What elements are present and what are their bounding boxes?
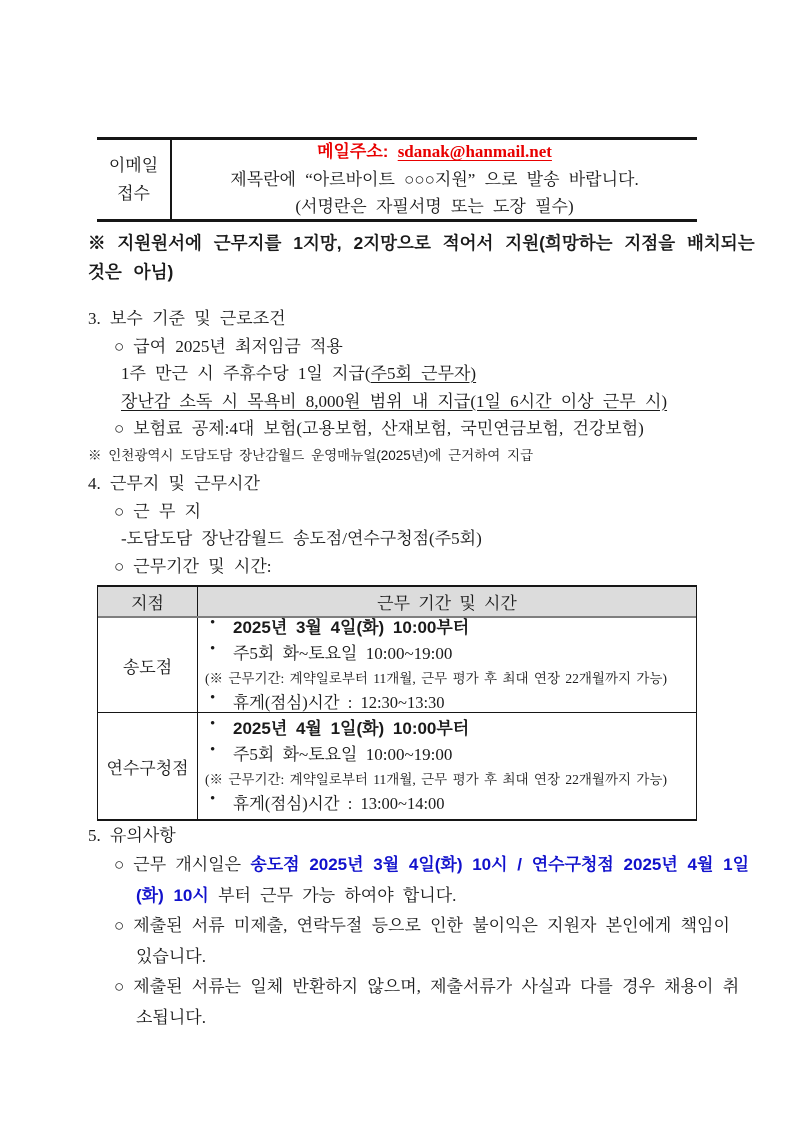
break-time-text: 휴게(점심)시간 : 13:00~14:00: [233, 793, 445, 813]
weekly-allowance-underlined: 주5회 근무자): [370, 364, 477, 383]
applicant-notice-line2: 것은 아님): [88, 262, 174, 282]
circle-bullet-icon: ○: [114, 556, 125, 576]
circle-bullet-icon: ○: [114, 501, 125, 521]
weekly-hours-text: 주5회 화~토요일 10:00~19:00: [233, 643, 453, 663]
signature-note-line: (서명란은 자필서명 또는 도장 필수): [295, 197, 574, 217]
section4-item-schedule: [88, 553, 728, 581]
header-branch-cell: [98, 587, 198, 616]
section3-item-insurance-text: 보험료 공제:4대 보험(고용보험, 산재보험, 국민연금보험, 건강보험): [133, 419, 644, 438]
weekly-hours-text: 주5회 화~토요일 10:00~19:00: [233, 744, 453, 764]
work-schedule-table: [97, 585, 697, 821]
section4-workplace-detail: -도담도담 장난감월드 송도점/연수구청점(주5회): [121, 529, 482, 548]
header-schedule-label: 근무 기간 및 시간: [377, 594, 517, 613]
circle-bullet-icon: ○: [114, 419, 125, 438]
header-branch-label: 지점: [131, 594, 164, 613]
dot-bullet-icon: •: [210, 741, 216, 758]
circle-bullet-icon: ○: [114, 855, 125, 874]
weekly-hours-line: [198, 742, 696, 768]
start-date-text: 2025년 3월 4일(화) 10:00부터: [233, 617, 470, 637]
section3-item-salary: [88, 333, 728, 361]
section-workplace: [88, 470, 728, 580]
dot-bullet-icon: •: [210, 715, 216, 732]
branch-name: 연수구청점: [106, 758, 189, 778]
section4-item-workplace-text: 근 무 지: [133, 501, 202, 521]
dot-bullet-icon: •: [210, 689, 216, 706]
dot-bullet-icon: •: [210, 614, 216, 631]
email-table-row-label: [97, 140, 172, 219]
break-time-line: [198, 791, 696, 817]
branch-name: 송도점: [122, 657, 173, 677]
contract-period-note: (※ 근무기간: 계약일로부터 11개월, 근무 평가 후 최대 연장 22개월까지 가능): [205, 670, 667, 686]
dot-bullet-icon: •: [210, 790, 216, 807]
start-date-highlight-line1: 송도점 2025년 3월 4일(화) 10시 / 연수구청점 2025년 4월 1일: [250, 855, 749, 874]
branch-cell: [98, 618, 198, 712]
start-date-suffix: 부터 근무 가능 하여야 합니다.: [208, 885, 457, 905]
applicant-notice: [88, 229, 755, 287]
start-date-prefix: 근무 개시일은: [133, 855, 251, 874]
circle-bullet-icon: ○: [114, 977, 125, 996]
no-return-line1: 제출된 서류는 일체 반환하지 않으며, 제출서류가 사실과 다를 경우 채용이 취: [133, 977, 740, 996]
section4-title: 4. 근무지 및 근무시간: [88, 474, 260, 493]
break-time-text: 휴게(점심)시간 : 12:30~13:30: [233, 692, 445, 712]
start-date-highlight-line2: (화) 10시: [136, 885, 209, 905]
table-row-songdo: [98, 614, 696, 713]
schedule-cell: [198, 614, 696, 712]
break-time-line: [198, 690, 696, 716]
section4-item-schedule-text: 근무기간 및 시간:: [133, 556, 272, 576]
email-table-body: [172, 140, 697, 219]
section5-title: 5. 유의사항: [88, 826, 176, 845]
branch-cell: [98, 713, 198, 819]
work-table-header: [98, 587, 696, 618]
section5-item-no-return: [88, 972, 740, 1003]
section3-sub-weekly-allowance: [88, 360, 728, 388]
start-date-line: [198, 615, 696, 641]
section3-sub-bath-fee: [88, 388, 728, 416]
email-label-line1: 이메일: [108, 155, 159, 175]
section5-item-responsibility: [88, 911, 728, 942]
responsibility-line1: 제출된 서류 미제출, 연락두절 등으로 인한 불이익은 지원자 본인에게 책임이: [133, 916, 730, 935]
section3-title: 3. 보수 기준 및 근로조건: [88, 309, 286, 328]
section3-footnote: ※ 인천광역시 도담도담 장난감월드 운영매뉴얼(2025년)에 근거하여 지급: [88, 447, 534, 463]
section-notes: [88, 822, 749, 1033]
contract-period-note: (※ 근무기간: 계약일로부터 11개월, 근무 평가 후 최대 연장 22개월까지 가능): [205, 771, 667, 787]
start-date-text: 2025년 4월 1일(화) 10:00부터: [233, 718, 470, 738]
weekly-allowance-plain: 1주 만근 시 주휴수당 1일 지급(: [121, 364, 371, 383]
section5-item-start-date: [88, 850, 749, 881]
dot-bullet-icon: •: [210, 640, 216, 657]
weekly-hours-line: [198, 641, 696, 667]
mail-address-line: [317, 138, 552, 166]
section5-item-start-date-wrap: [88, 881, 728, 912]
bath-fee-underlined: 장난감 소독 시 목욕비 8,000원 범위 내 지급(1일 6시간 이상 근무 시): [121, 391, 668, 411]
applicant-notice-line1: ※ 지원원서에 근무지를 1지망, 2지망으로 적어서 지원(희망하는 지점을 배치되는: [88, 233, 755, 253]
section4-item-workplace: [88, 498, 728, 526]
table-row-yeonsu: [98, 713, 696, 819]
mail-address-label: 메일주소:: [317, 142, 389, 162]
section5-item-responsibility-wrap: 있습니다.: [136, 946, 206, 966]
section5-item-no-return-wrap: 소됩니다.: [136, 1007, 206, 1027]
start-date-line: [198, 716, 696, 742]
subject-instruction-line: 제목란에 “아르바이트 ○○○지원” 으로 발송 바랍니다.: [230, 169, 639, 189]
section3-item-insurance: [88, 415, 728, 443]
email-submission-table: [97, 137, 697, 222]
schedule-cell: [198, 713, 696, 819]
header-schedule-cell: [198, 587, 696, 616]
section-compensation: [88, 305, 728, 468]
circle-bullet-icon: ○: [114, 336, 125, 356]
email-label-line2: 접수: [117, 183, 150, 203]
mail-address-link[interactable]: sdanak@hanmail.net: [397, 142, 552, 162]
circle-bullet-icon: ○: [114, 916, 125, 935]
section3-item-salary-text: 급여 2025년 최저임금 적용: [133, 336, 343, 356]
